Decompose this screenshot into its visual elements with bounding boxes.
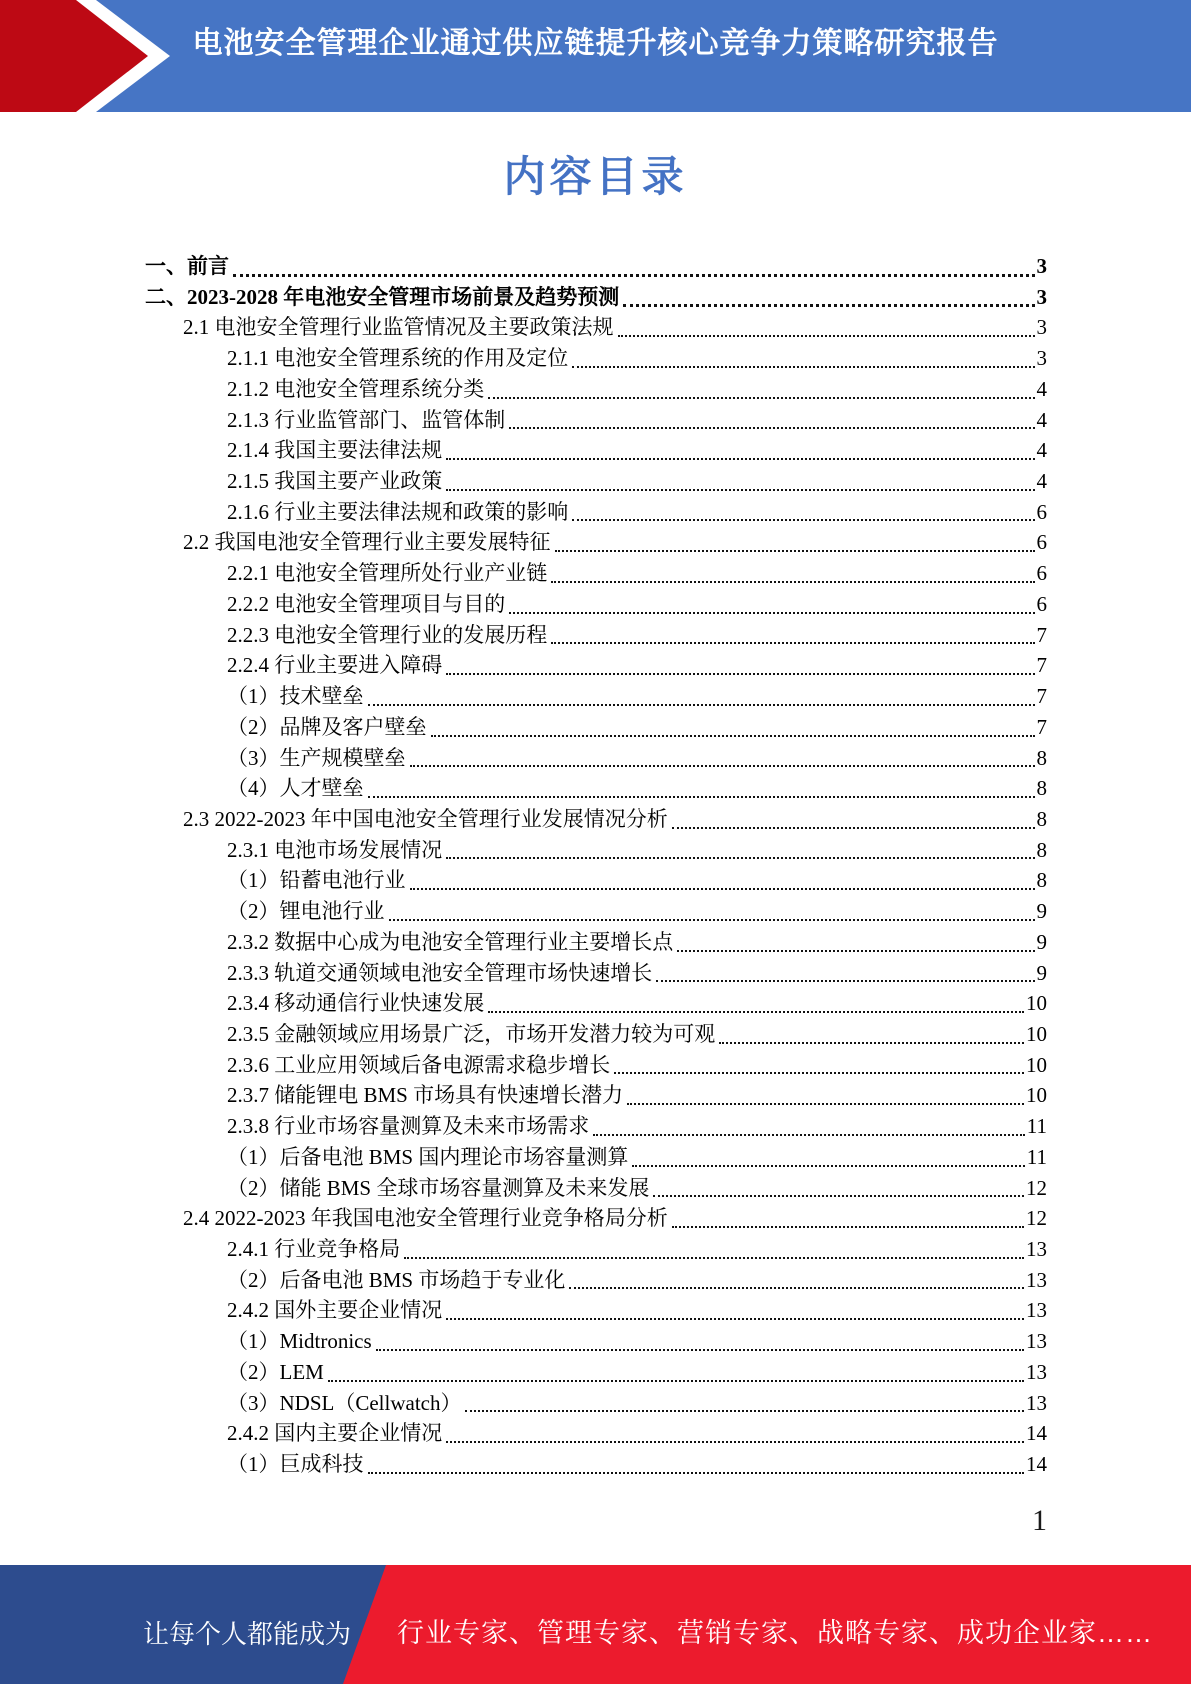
toc-entry-label: 2.1.1 电池安全管理系统的作用及定位 xyxy=(227,346,569,371)
toc-entry[interactable] xyxy=(145,374,1047,405)
toc-entry-page: 8 xyxy=(1036,745,1047,770)
toc-leader-dots xyxy=(368,796,1035,798)
toc-leader-dots xyxy=(488,1011,1024,1013)
toc-entry-label: 2.1 电池安全管理行业监管情况及主要政策法规 xyxy=(183,315,614,340)
toc-entry-label: 2.1.2 电池安全管理系统分类 xyxy=(227,376,485,401)
toc-entry[interactable] xyxy=(145,743,1047,774)
toc-leader-dots xyxy=(368,1472,1025,1474)
toc-entry-page: 12 xyxy=(1026,1206,1047,1231)
toc-list xyxy=(145,251,1047,1480)
toc-leader-dots xyxy=(488,397,1034,399)
toc-entry-page: 12 xyxy=(1026,1175,1047,1200)
toc-entry-label: （1）后备电池 BMS 国内理论市场容量测算 xyxy=(227,1144,629,1169)
toc-entry[interactable] xyxy=(145,1203,1047,1234)
toc-entry-page: 13 xyxy=(1026,1237,1047,1261)
toc-leader-dots xyxy=(446,458,1034,460)
toc-leader-dots xyxy=(555,550,1035,552)
toc-entry-label: 2.1.5 我国主要产业政策 xyxy=(227,469,443,494)
toc-entry-page: 10 xyxy=(1026,1083,1047,1108)
toc-leader-dots xyxy=(719,1042,1024,1044)
toc-entry-page: 14 xyxy=(1026,1421,1047,1446)
toc-entry[interactable] xyxy=(145,558,1047,589)
toc-leader-dots xyxy=(551,581,1034,583)
toc-entry[interactable] xyxy=(145,958,1047,989)
toc-leader-dots xyxy=(233,274,1035,277)
toc-entry-label: 二、2023-2028 年电池安全管理市场前景及趋势预测 xyxy=(145,284,620,309)
toc-leader-dots xyxy=(672,827,1035,829)
toc-entry[interactable] xyxy=(145,1142,1047,1173)
toc-entry[interactable] xyxy=(145,1080,1047,1111)
toc-entry[interactable] xyxy=(145,343,1047,374)
toc-entry-label: 2.3.6 工业应用领域后备电源需求稳步增长 xyxy=(227,1052,611,1077)
toc-entry-page: 8 xyxy=(1036,868,1047,893)
toc-entry-label: 2.3.8 行业市场容量测算及未来市场需求 xyxy=(227,1114,590,1139)
toc-entry[interactable] xyxy=(145,1418,1047,1449)
toc-entry[interactable] xyxy=(145,1234,1047,1265)
toc-entry-page: 9 xyxy=(1036,960,1047,985)
report-title: 电池安全管理企业通过供应链提升核心竞争力策略研究报告 xyxy=(192,27,999,60)
toc-entry-page: 9 xyxy=(1036,899,1047,924)
toc-leader-dots xyxy=(509,612,1034,614)
toc-entry-label: （2）后备电池 BMS 市场趋于专业化 xyxy=(227,1267,566,1292)
toc-entry[interactable] xyxy=(145,1326,1047,1357)
toc-leader-dots xyxy=(376,1349,1024,1351)
toc-entry-label: （2）锂电池行业 xyxy=(227,899,385,924)
toc-entry[interactable] xyxy=(145,835,1047,866)
toc-leader-dots xyxy=(632,1165,1024,1167)
toc-entry-label: 2.3.7 储能锂电 BMS 市场具有快速增长潜力 xyxy=(227,1083,624,1108)
toc-leader-dots xyxy=(446,1318,1024,1320)
toc-leader-dots xyxy=(410,888,1035,890)
toc-entry[interactable] xyxy=(145,589,1047,620)
toc-entry[interactable] xyxy=(145,497,1047,528)
toc-entry[interactable] xyxy=(145,1050,1047,1081)
toc-leader-dots xyxy=(446,489,1034,491)
toc-entry-label: 2.2.1 电池安全管理所处行业产业链 xyxy=(227,561,548,586)
toc-entry[interactable] xyxy=(145,650,1047,681)
toc-entry-label: （2）LEM xyxy=(227,1359,324,1384)
toc-entry-page: 4 xyxy=(1036,376,1047,401)
toc-entry-label: 2.4 2022-2023 年我国电池安全管理行业竞争格局分析 xyxy=(183,1206,668,1231)
toc-leader-dots xyxy=(672,1226,1024,1228)
toc-entry-label: （3）生产规模壁垒 xyxy=(227,745,406,770)
toc-entry-label: 2.3.2 数据中心成为电池安全管理行业主要增长点 xyxy=(227,929,674,954)
toc-leader-dots xyxy=(551,642,1034,644)
toc-leader-dots xyxy=(618,335,1035,337)
toc-leader-dots xyxy=(328,1380,1024,1382)
toc-entry-page: 8 xyxy=(1036,806,1047,831)
toc-entry[interactable] xyxy=(145,527,1047,558)
toc-entry-label: 2.1.6 行业主要法律法规和政策的影响 xyxy=(227,499,569,524)
toc-entry-label: 2.3.3 轨道交通领域电池安全管理市场快速增长 xyxy=(227,960,653,985)
toc-entry-page: 11 xyxy=(1026,1114,1047,1139)
toc-entry-label: 2.1.3 行业监管部门、监管体制 xyxy=(227,407,506,432)
toc-entry-label: 2.4.1 行业竞争格局 xyxy=(227,1237,401,1261)
toc-entry[interactable] xyxy=(145,282,1047,313)
toc-entry-page: 13 xyxy=(1026,1329,1047,1354)
toc-leader-dots xyxy=(431,735,1035,737)
toc-entry-label: （2）品牌及客户壁垒 xyxy=(227,714,427,739)
toc-entry-label: 2.3.4 移动通信行业快速发展 xyxy=(227,991,485,1016)
toc-leader-dots xyxy=(368,704,1035,706)
toc-entry-page: 10 xyxy=(1026,1021,1047,1046)
toc-entry-page: 13 xyxy=(1026,1267,1047,1292)
toc-entry-label: 2.4.2 国内主要企业情况 xyxy=(227,1421,443,1446)
toc-entry[interactable] xyxy=(145,681,1047,712)
toc-entry-label: （1）技术壁垒 xyxy=(227,684,364,709)
toc-entry[interactable] xyxy=(145,1019,1047,1050)
toc-heading: 内容目录 xyxy=(503,155,688,201)
footer-ribbon xyxy=(0,1565,1191,1684)
toc-leader-dots xyxy=(446,857,1034,859)
toc-leader-dots xyxy=(572,366,1034,368)
toc-entry-label: （1）Midtronics xyxy=(227,1329,372,1354)
toc-entry-label: 2.2.4 行业主要进入障碍 xyxy=(227,653,443,678)
toc-entry[interactable] xyxy=(145,804,1047,835)
toc-leader-dots xyxy=(569,1287,1024,1289)
toc-entry-page: 4 xyxy=(1036,407,1047,432)
toc-leader-dots xyxy=(656,980,1034,982)
toc-entry-page: 7 xyxy=(1036,684,1047,709)
toc-entry[interactable] xyxy=(145,896,1047,927)
toc-entry-page: 6 xyxy=(1036,591,1047,616)
toc-leader-dots xyxy=(614,1072,1024,1074)
toc-entry-label: （4）人才壁垒 xyxy=(227,776,364,801)
toc-entry-page: 3 xyxy=(1036,254,1047,278)
toc-entry-page: 13 xyxy=(1026,1298,1047,1323)
toc-entry-page: 3 xyxy=(1036,284,1047,309)
toc-entry-label: （1）铅蓄电池行业 xyxy=(227,868,406,893)
toc-leader-dots xyxy=(572,519,1034,521)
toc-entry[interactable] xyxy=(145,1388,1047,1419)
toc-leader-dots xyxy=(465,1410,1024,1412)
toc-entry-label: 2.2 我国电池安全管理行业主要发展特征 xyxy=(183,530,551,555)
toc-leader-dots xyxy=(623,304,1034,307)
toc-leader-dots xyxy=(593,1134,1025,1136)
toc-entry-label: 2.3.1 电池市场发展情况 xyxy=(227,837,443,862)
toc-entry-page: 6 xyxy=(1036,561,1047,586)
report-header xyxy=(0,0,1191,112)
toc-entry-page: 8 xyxy=(1036,837,1047,862)
toc-entry-page: 13 xyxy=(1026,1359,1047,1384)
toc-entry-page: 6 xyxy=(1036,499,1047,524)
toc-leader-dots xyxy=(653,1195,1024,1197)
toc-entry[interactable] xyxy=(145,988,1047,1019)
toc-entry-label: 一、前言 xyxy=(145,254,229,278)
toc-entry-page: 10 xyxy=(1026,1052,1047,1077)
toc-entry-label: 2.3 2022-2023 年中国电池安全管理行业发展情况分析 xyxy=(183,806,668,831)
toc-entry-label: （1）巨成科技 xyxy=(227,1452,364,1477)
toc-entry[interactable] xyxy=(145,712,1047,743)
toc-entry-page: 11 xyxy=(1026,1144,1047,1169)
toc-entry-page: 8 xyxy=(1036,776,1047,801)
toc-entry-label: 2.2.3 电池安全管理行业的发展历程 xyxy=(227,622,548,647)
toc-leader-dots xyxy=(677,950,1034,952)
toc-entry[interactable] xyxy=(145,1265,1047,1296)
toc-entry-page: 14 xyxy=(1026,1452,1047,1477)
toc-entry-page: 9 xyxy=(1036,929,1047,954)
toc-entry[interactable] xyxy=(145,251,1047,282)
toc-entry[interactable] xyxy=(145,620,1047,651)
toc-entry[interactable] xyxy=(145,1295,1047,1326)
toc-entry[interactable] xyxy=(145,1357,1047,1388)
toc-entry-label: （3）NDSL（Cellwatch） xyxy=(227,1390,462,1415)
toc-entry[interactable] xyxy=(145,1449,1047,1480)
toc-entry-label: 2.3.5 金融领域应用场景广泛，市场开发潜力较为可观 xyxy=(227,1021,716,1046)
toc-leader-dots xyxy=(627,1103,1024,1105)
toc-entry[interactable] xyxy=(145,312,1047,343)
toc-entry-page: 13 xyxy=(1026,1390,1047,1415)
toc-entry-page: 6 xyxy=(1036,530,1047,555)
toc-leader-dots xyxy=(410,765,1035,767)
toc-entry-page: 7 xyxy=(1036,714,1047,739)
toc-leader-dots xyxy=(509,427,1034,429)
toc-leader-dots xyxy=(389,919,1035,921)
toc-entry-page: 7 xyxy=(1036,653,1047,678)
toc-entry[interactable] xyxy=(145,466,1047,497)
toc-entry-label: （2）储能 BMS 全球市场容量测算及未来发展 xyxy=(227,1175,650,1200)
toc-entry[interactable] xyxy=(145,773,1047,804)
page-number: 1 xyxy=(1032,1504,1047,1537)
toc-entry[interactable] xyxy=(145,1173,1047,1204)
toc-entry[interactable] xyxy=(145,927,1047,958)
toc-entry-page: 3 xyxy=(1036,315,1047,340)
toc-leader-dots xyxy=(446,1441,1024,1443)
toc-entry-label: 2.2.2 电池安全管理项目与目的 xyxy=(227,591,506,616)
toc-entry-page: 10 xyxy=(1026,991,1047,1016)
toc-entry[interactable] xyxy=(145,405,1047,436)
toc-entry-label: 2.4.2 国外主要企业情况 xyxy=(227,1298,443,1323)
toc-entry-page: 3 xyxy=(1036,346,1047,371)
toc-entry-page: 4 xyxy=(1036,469,1047,494)
toc-entry[interactable] xyxy=(145,865,1047,896)
toc-entry-page: 4 xyxy=(1036,438,1047,463)
toc-leader-dots xyxy=(446,673,1034,675)
toc-leader-dots xyxy=(404,1257,1024,1259)
footer-slogan-right: 行业专家、管理专家、营销专家、战略专家、成功企业家…… xyxy=(397,1618,1153,1648)
toc-entry[interactable] xyxy=(145,1111,1047,1142)
toc-entry[interactable] xyxy=(145,435,1047,466)
toc-entry-page: 7 xyxy=(1036,622,1047,647)
footer-slogan-left: 让每个人都能成为 xyxy=(143,1619,352,1649)
toc-entry-label: 2.1.4 我国主要法律法规 xyxy=(227,438,443,463)
